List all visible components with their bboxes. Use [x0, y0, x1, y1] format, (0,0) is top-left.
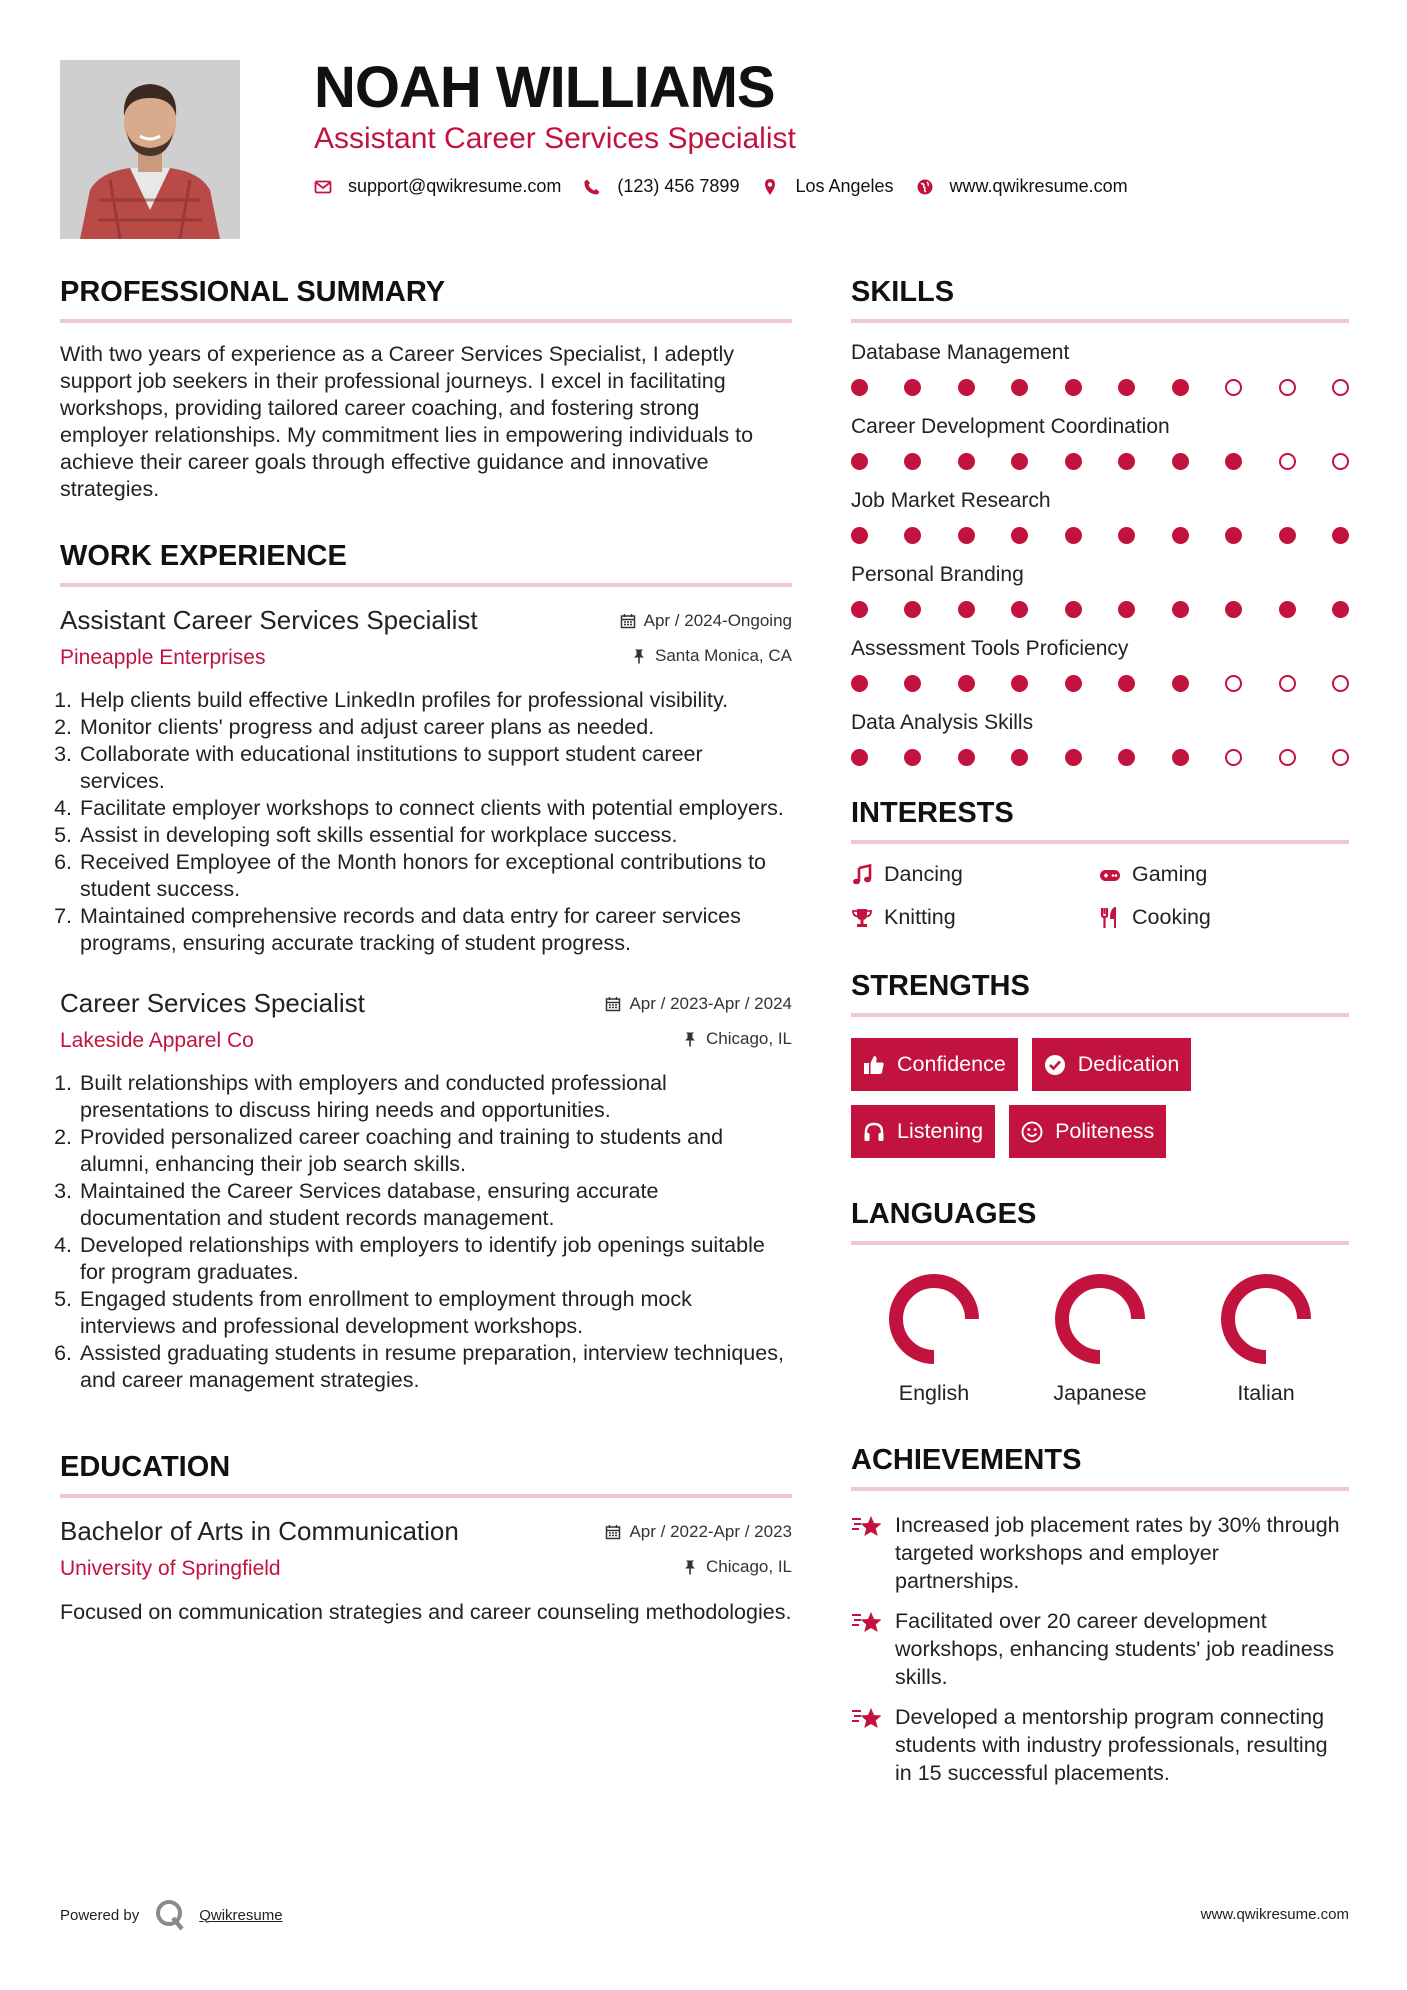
interest-label: Gaming	[1132, 862, 1208, 886]
list-item: 5. Assist in developing soft skills essential for workplace success.	[78, 822, 792, 849]
rating-dot-filled	[1172, 379, 1189, 396]
rating-dot-filled	[958, 675, 975, 692]
pin-icon	[631, 648, 647, 664]
job-date-text: Apr / 2023-Apr / 2024	[629, 994, 792, 1013]
job-entry	[60, 988, 792, 1394]
interest-label: Dancing	[884, 862, 963, 886]
rating-dot-filled	[958, 527, 975, 544]
rating-dot-empty	[1225, 379, 1242, 396]
skill-rating	[851, 664, 1349, 711]
rating-dot-filled	[851, 379, 868, 396]
interest-label: Knitting	[884, 905, 956, 929]
strength-tag	[851, 1038, 1018, 1091]
footer-powered	[60, 1898, 283, 1932]
candidate-name: NOAH WILLIAMS	[314, 55, 775, 120]
list-item: 1. Help clients build effective LinkedIn profiles for professional visibility.	[78, 687, 792, 714]
rating-dot-filled	[1279, 527, 1296, 544]
qwikresume-logo-icon	[153, 1898, 187, 1932]
strength-label: Listening	[897, 1119, 984, 1143]
strength-tag	[1009, 1105, 1166, 1158]
powered-by-text: Powered by	[60, 1906, 140, 1924]
website-text: www.qwikresume.com	[949, 176, 1128, 196]
education-location	[682, 1557, 792, 1577]
rating-dot-filled	[851, 675, 868, 692]
language-item	[1183, 1267, 1349, 1406]
rating-dot-filled	[904, 749, 921, 766]
left-column	[60, 276, 792, 1626]
rating-dot-filled	[851, 601, 868, 618]
list-item: 7. Maintained comprehensive records and data entry for career services programs, ensuring accurate tracking of student progress.	[78, 903, 792, 957]
rating-dot-filled	[1279, 601, 1296, 618]
shooting-star-icon	[851, 1705, 883, 1731]
smile-icon	[1021, 1121, 1043, 1143]
headphones-icon	[863, 1121, 885, 1143]
strength-tag	[851, 1105, 995, 1158]
job-bullets	[60, 687, 792, 957]
thumbs-up-icon	[863, 1054, 885, 1076]
skill-rating	[851, 368, 1349, 415]
rating-dot-filled	[1172, 453, 1189, 470]
envelope-icon	[314, 178, 332, 196]
rating-dot-filled	[904, 453, 921, 470]
degree-title: Bachelor of Arts in Communication	[60, 1516, 459, 1546]
rating-dot-filled	[904, 675, 921, 692]
rating-dot-filled	[1118, 675, 1135, 692]
achievement-text: Increased job placement rates by 30% through targeted workshops and employer partnerships.	[895, 1513, 1340, 1593]
contact-website[interactable]	[916, 176, 1128, 197]
achievement-item	[851, 1703, 1349, 1787]
education-date	[605, 1522, 792, 1542]
job-location-text: Santa Monica, CA	[654, 646, 792, 665]
rating-dot-filled	[1332, 601, 1349, 618]
strength-tag	[1032, 1038, 1192, 1091]
skills-heading: SKILLS	[851, 276, 1349, 323]
rating-dot-empty	[1332, 675, 1349, 692]
achievement-text: Facilitated over 20 career development workshops, enhancing students' job readiness skills.	[895, 1609, 1335, 1689]
rating-dot-filled	[1172, 601, 1189, 618]
rating-dot-filled	[1225, 527, 1242, 544]
rating-dot-filled	[1065, 749, 1082, 766]
rating-dot-empty	[1279, 453, 1296, 470]
globe-icon	[916, 178, 934, 196]
job-date	[605, 994, 792, 1014]
pin-icon	[682, 1031, 698, 1047]
language-gauge	[882, 1267, 986, 1371]
rating-dot-filled	[958, 453, 975, 470]
languages-list	[851, 1267, 1349, 1406]
summary-heading: PROFESSIONAL SUMMARY	[60, 276, 792, 323]
job-date	[620, 611, 792, 631]
strength-label: Dedication	[1077, 1052, 1180, 1076]
rating-dot-filled	[1118, 379, 1135, 396]
skill-name: Assessment Tools Proficiency	[851, 637, 1129, 660]
shooting-star-icon	[851, 1513, 883, 1539]
achievement-text: Developed a mentorship program connecting students with industry professionals, resulting in 15 successful placements.	[895, 1705, 1328, 1785]
languages-heading: LANGUAGES	[851, 1198, 1349, 1245]
rating-dot-filled	[958, 749, 975, 766]
language-item	[1017, 1267, 1183, 1406]
footer-website[interactable]: www.qwikresume.com	[1200, 1906, 1349, 1923]
candidate-title: Assistant Career Services Specialist	[314, 122, 796, 155]
rating-dot-filled	[1011, 453, 1028, 470]
rating-dot-filled	[1332, 527, 1349, 544]
school-name: University of Springfield	[60, 1557, 281, 1580]
job-date-text: Apr / 2024-Ongoing	[643, 611, 792, 630]
interests-heading: INTERESTS	[851, 797, 1349, 844]
rating-dot-filled	[851, 527, 868, 544]
skill-name: Job Market Research	[851, 489, 1051, 512]
skill-rating	[851, 442, 1349, 489]
skill-rating	[851, 590, 1349, 637]
interest-item	[1099, 862, 1347, 887]
list-item: 2. Monitor clients' progress and adjust career plans as needed.	[78, 714, 792, 741]
contact-bar	[314, 176, 1150, 197]
gamepad-icon	[1099, 864, 1121, 886]
location-text: Los Angeles	[795, 176, 894, 196]
music-icon	[851, 864, 873, 886]
strengths-list	[851, 1038, 1349, 1158]
rating-dot-empty	[1279, 675, 1296, 692]
language-gauge-arc	[896, 1281, 972, 1357]
rating-dot-filled	[958, 379, 975, 396]
contact-location	[761, 176, 893, 197]
language-name: Italian	[1237, 1381, 1295, 1405]
pin-icon	[682, 1559, 698, 1575]
summary-text: With two years of experience as a Career Services Specialist, I adeptly support job seekers in their professional journeys. I excel in facilitating workshops, providing tailored career coaching, and fostering strong employer relationships. My commitment lies in empowering individuals to achieve their career goals through effective guidance and innovative strategies.	[60, 342, 754, 501]
rating-dot-filled	[1225, 601, 1242, 618]
language-gauge	[1214, 1267, 1318, 1371]
rating-dot-empty	[1332, 749, 1349, 766]
skill-name: Personal Branding	[851, 563, 1024, 586]
phone-icon	[583, 178, 601, 196]
education-entry	[60, 1516, 792, 1626]
rating-dot-filled	[904, 379, 921, 396]
brand-link[interactable]: Qwikresume	[199, 1906, 283, 1924]
calendar-icon	[605, 1524, 621, 1540]
strengths-heading: STRENGTHS	[851, 970, 1349, 1017]
rating-dot-filled	[1065, 453, 1082, 470]
list-item: 3. Collaborate with educational institutions to support student career services.	[78, 741, 792, 795]
skill-item	[851, 415, 1349, 489]
rating-dot-filled	[1065, 379, 1082, 396]
trophy-icon	[851, 907, 873, 929]
rating-dot-filled	[1118, 453, 1135, 470]
interests-list	[851, 862, 1349, 930]
map-marker-icon	[761, 178, 779, 196]
skills-list	[851, 341, 1349, 785]
rating-dot-filled	[1011, 527, 1028, 544]
skill-name: Data Analysis Skills	[851, 711, 1034, 734]
skill-item	[851, 711, 1349, 785]
calendar-icon	[605, 996, 621, 1012]
job-title: Career Services Specialist	[60, 988, 365, 1018]
list-item: 1. Built relationships with employers and conducted professional presentations to discuss hiring needs and opportunities.	[78, 1070, 792, 1124]
rating-dot-empty	[1225, 675, 1242, 692]
language-gauge	[1048, 1267, 1152, 1371]
skill-item	[851, 489, 1349, 563]
job-location	[631, 646, 792, 666]
rating-dot-filled	[1118, 749, 1135, 766]
rating-dot-filled	[1011, 379, 1028, 396]
achievement-item	[851, 1511, 1349, 1595]
job-company: Pineapple Enterprises	[60, 646, 266, 669]
skill-rating	[851, 738, 1349, 785]
rating-dot-filled	[1011, 749, 1028, 766]
interest-item	[1099, 905, 1347, 930]
skill-item	[851, 637, 1349, 711]
rating-dot-filled	[1172, 527, 1189, 544]
rating-dot-filled	[1118, 527, 1135, 544]
language-name: English	[898, 1381, 970, 1405]
rating-dot-filled	[851, 749, 868, 766]
language-gauge-arc	[1228, 1281, 1304, 1357]
rating-dot-empty	[1279, 749, 1296, 766]
rating-dot-filled	[958, 601, 975, 618]
education-heading: EDUCATION	[60, 1451, 792, 1498]
check-circle-icon	[1044, 1054, 1066, 1076]
interest-item	[851, 862, 1099, 887]
utensils-icon	[1099, 907, 1121, 929]
strength-label: Politeness	[1055, 1119, 1155, 1143]
rating-dot-filled	[851, 453, 868, 470]
job-bullets	[60, 1070, 792, 1394]
rating-dot-filled	[1172, 749, 1189, 766]
achievements-list	[851, 1511, 1349, 1787]
language-item	[851, 1267, 1017, 1406]
shooting-star-icon	[851, 1609, 883, 1635]
list-item: 6. Received Employee of the Month honors for exceptional contributions to student success.	[78, 849, 792, 903]
list-item: 5. Engaged students from enrollment to employment through mock interviews and professional development workshops.	[78, 1286, 792, 1340]
calendar-icon	[620, 613, 636, 629]
contact-email[interactable]	[314, 176, 561, 197]
rating-dot-filled	[904, 601, 921, 618]
education-description: Focused on communication strategies and career counseling methodologies.	[60, 1600, 792, 1624]
rating-dot-empty	[1332, 453, 1349, 470]
rating-dot-filled	[1118, 601, 1135, 618]
list-item: 6. Assisted graduating students in resume preparation, interview techniques, and career management strategies.	[78, 1340, 792, 1394]
skill-name: Database Management	[851, 341, 1070, 364]
achievements-heading: ACHIEVEMENTS	[851, 1444, 1349, 1491]
experience-heading: WORK EXPERIENCE	[60, 540, 792, 587]
skill-item	[851, 341, 1349, 415]
rating-dot-filled	[904, 527, 921, 544]
rating-dot-empty	[1279, 379, 1296, 396]
rating-dot-empty	[1225, 749, 1242, 766]
education-date-text: Apr / 2022-Apr / 2023	[629, 1522, 792, 1541]
right-column	[851, 276, 1349, 1799]
interest-label: Cooking	[1132, 905, 1211, 929]
rating-dot-filled	[1011, 601, 1028, 618]
strength-label: Confidence	[897, 1052, 1006, 1076]
rating-dot-filled	[1011, 675, 1028, 692]
contact-phone[interactable]	[583, 176, 739, 197]
rating-dot-filled	[1065, 601, 1082, 618]
job-company: Lakeside Apparel Co	[60, 1029, 254, 1052]
rating-dot-filled	[1172, 675, 1189, 692]
list-item: 4. Facilitate employer workshops to connect clients with potential employers.	[78, 795, 792, 822]
achievement-item	[851, 1607, 1349, 1691]
job-title: Assistant Career Services Specialist	[60, 605, 478, 635]
job-entry	[60, 605, 792, 957]
language-gauge-arc	[1062, 1281, 1138, 1357]
skill-rating	[851, 516, 1349, 563]
education-location-text: Chicago, IL	[706, 1557, 792, 1576]
skill-item	[851, 563, 1349, 637]
job-location-text: Chicago, IL	[706, 1029, 792, 1048]
list-item: 3. Maintained the Career Services database, ensuring accurate documentation and student records management.	[78, 1178, 792, 1232]
rating-dot-empty	[1332, 379, 1349, 396]
list-item: 2. Provided personalized career coaching and training to students and alumni, enhancing their job search skills.	[78, 1124, 792, 1178]
rating-dot-filled	[1065, 675, 1082, 692]
rating-dot-filled	[1225, 453, 1242, 470]
skill-name: Career Development Coordination	[851, 415, 1170, 438]
rating-dot-filled	[1065, 527, 1082, 544]
interest-item	[851, 905, 1099, 930]
email-text: support@qwikresume.com	[348, 176, 562, 196]
profile-photo	[60, 60, 240, 239]
phone-text: (123) 456 7899	[617, 176, 740, 196]
job-location	[682, 1029, 792, 1049]
language-name: Japanese	[1053, 1381, 1147, 1405]
list-item: 4. Developed relationships with employers to identify job openings suitable for program graduates.	[78, 1232, 792, 1286]
profile-photo-icon	[60, 60, 240, 239]
